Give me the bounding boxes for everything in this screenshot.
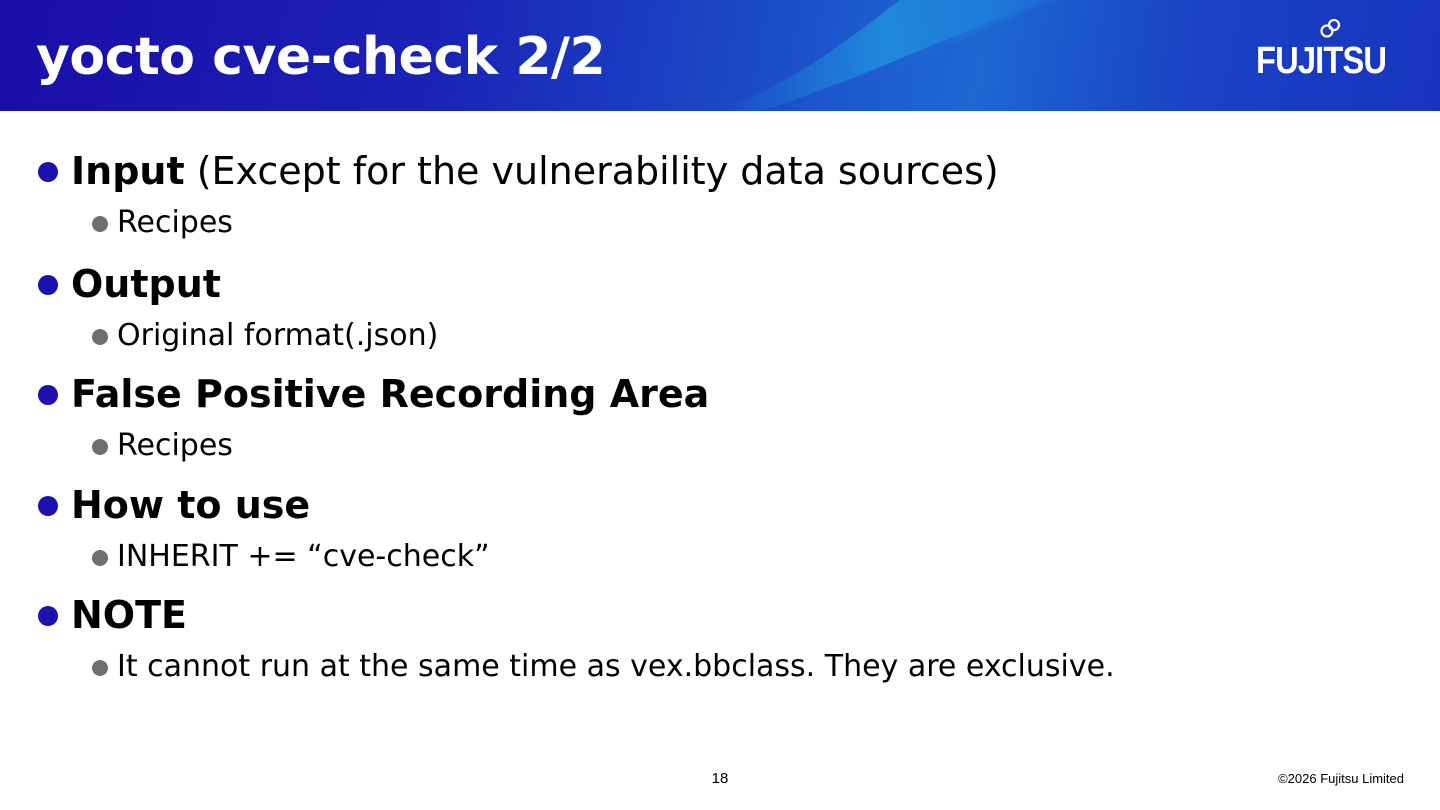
bullet-dot — [38, 162, 58, 182]
title-bar — [0, 0, 1440, 111]
sub-bullet-text: It cannot run at the same time as vex.bbclass. They are exclusive. — [117, 649, 1115, 684]
bullet-suffix: (Except for the vulnerability data sources) — [184, 149, 999, 193]
bullet-dot — [38, 496, 58, 516]
copyright-notice: ©2026 Fujitsu Limited — [1278, 771, 1404, 786]
bullet-dot — [38, 606, 58, 626]
sub-bullet-dot — [92, 329, 108, 345]
bullet-dot — [38, 385, 58, 405]
fujitsu-logo — [1256, 16, 1396, 92]
bullet-heading: NOTE — [71, 593, 187, 637]
sub-bullet-dot — [92, 216, 108, 232]
sub-bullet-text: INHERIT += “cve-check” — [117, 539, 490, 574]
slide-title: yocto cve-check 2/2 — [36, 27, 606, 87]
bullet-dot — [38, 275, 58, 295]
sub-bullet-dot — [92, 660, 108, 676]
bullet-heading: How to use — [71, 483, 311, 527]
sub-bullet-text: Recipes — [117, 205, 233, 240]
sub-bullet-text: Original format(.json) — [117, 318, 439, 353]
infinity-mark-icon — [1319, 18, 1343, 40]
sub-bullet-text: Recipes — [117, 428, 233, 463]
sub-bullet-dot — [92, 550, 108, 566]
bullet-text — [71, 149, 999, 193]
sub-bullet-dot — [92, 439, 108, 455]
page-number: 18 — [711, 770, 729, 787]
logo-wordmark: FUJITSU — [1256, 40, 1387, 82]
bullet-heading: Input — [71, 149, 185, 193]
bullet-heading: False Positive Recording Area — [71, 372, 710, 416]
bullet-heading: Output — [71, 262, 221, 306]
